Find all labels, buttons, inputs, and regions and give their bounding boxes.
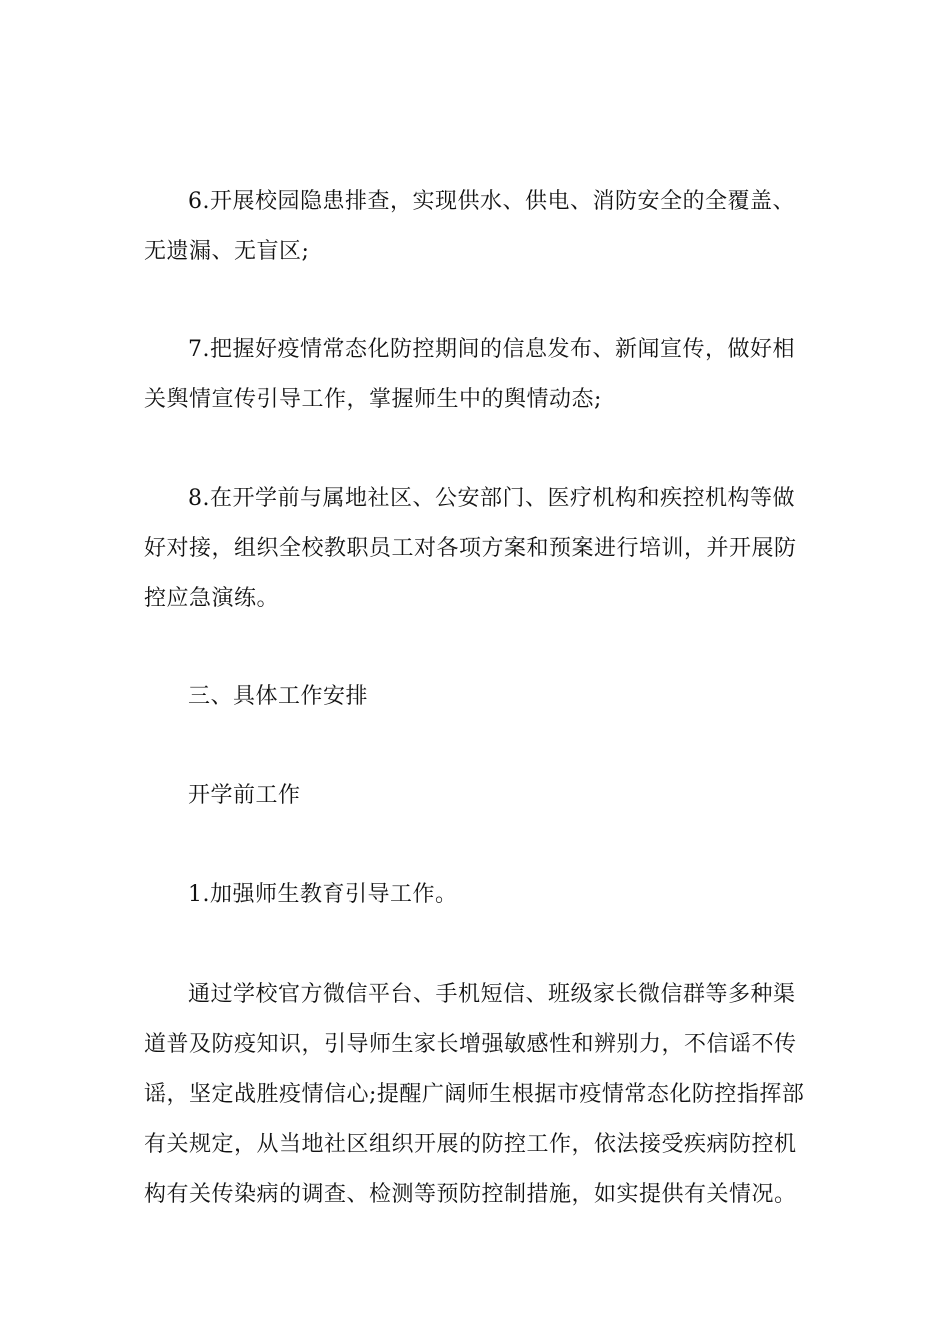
text-line: 控应急演练。 [144, 586, 280, 611]
text-line: 道普及防疫知识，引导师生家长增强敏感性和辨别力，不信谣不传 [144, 1032, 797, 1057]
text-line: 6.开展校园隐患排查，实现供水、供电、消防安全的全覆盖、 [188, 189, 795, 214]
text-line: 无遗漏、无盲区; [144, 239, 310, 264]
text-line: 构有关传染病的调查、检测等预防控制措施，如实提供有关情况。 [144, 1182, 797, 1207]
text-line: 谣，坚定战胜疫情信心;提醒广阔师生根据市疫情常态化防控指挥部 [144, 1082, 805, 1107]
text-line: 好对接，组织全校教职员工对各项方案和预案进行培训，并开展防 [144, 536, 797, 561]
item-heading: 1.加强师生教育引导工作。 [188, 882, 458, 907]
paragraph-item-7 [144, 325, 809, 425]
text-line: 通过学校官方微信平台、手机短信、班级家长微信群等多种渠 [188, 982, 796, 1007]
paragraph-item-1-body [144, 970, 809, 1220]
paragraph-item-6 [144, 177, 809, 277]
text-line: 关舆情宣传引导工作，掌握师生中的舆情动态; [144, 387, 602, 412]
text-line: 7.把握好疫情常态化防控期间的信息发布、新闻宣传，做好相 [188, 337, 795, 362]
subsection-heading: 开学前工作 [188, 783, 301, 808]
text-line: 有关规定，从当地社区组织开展的防控工作，依法接受疾病防控机 [144, 1132, 797, 1157]
text-line: 8.在开学前与属地社区、公安部门、医疗机构和疾控机构等做 [188, 486, 795, 511]
section-heading: 三、具体工作安排 [188, 684, 369, 709]
paragraph-item-8 [144, 474, 809, 624]
